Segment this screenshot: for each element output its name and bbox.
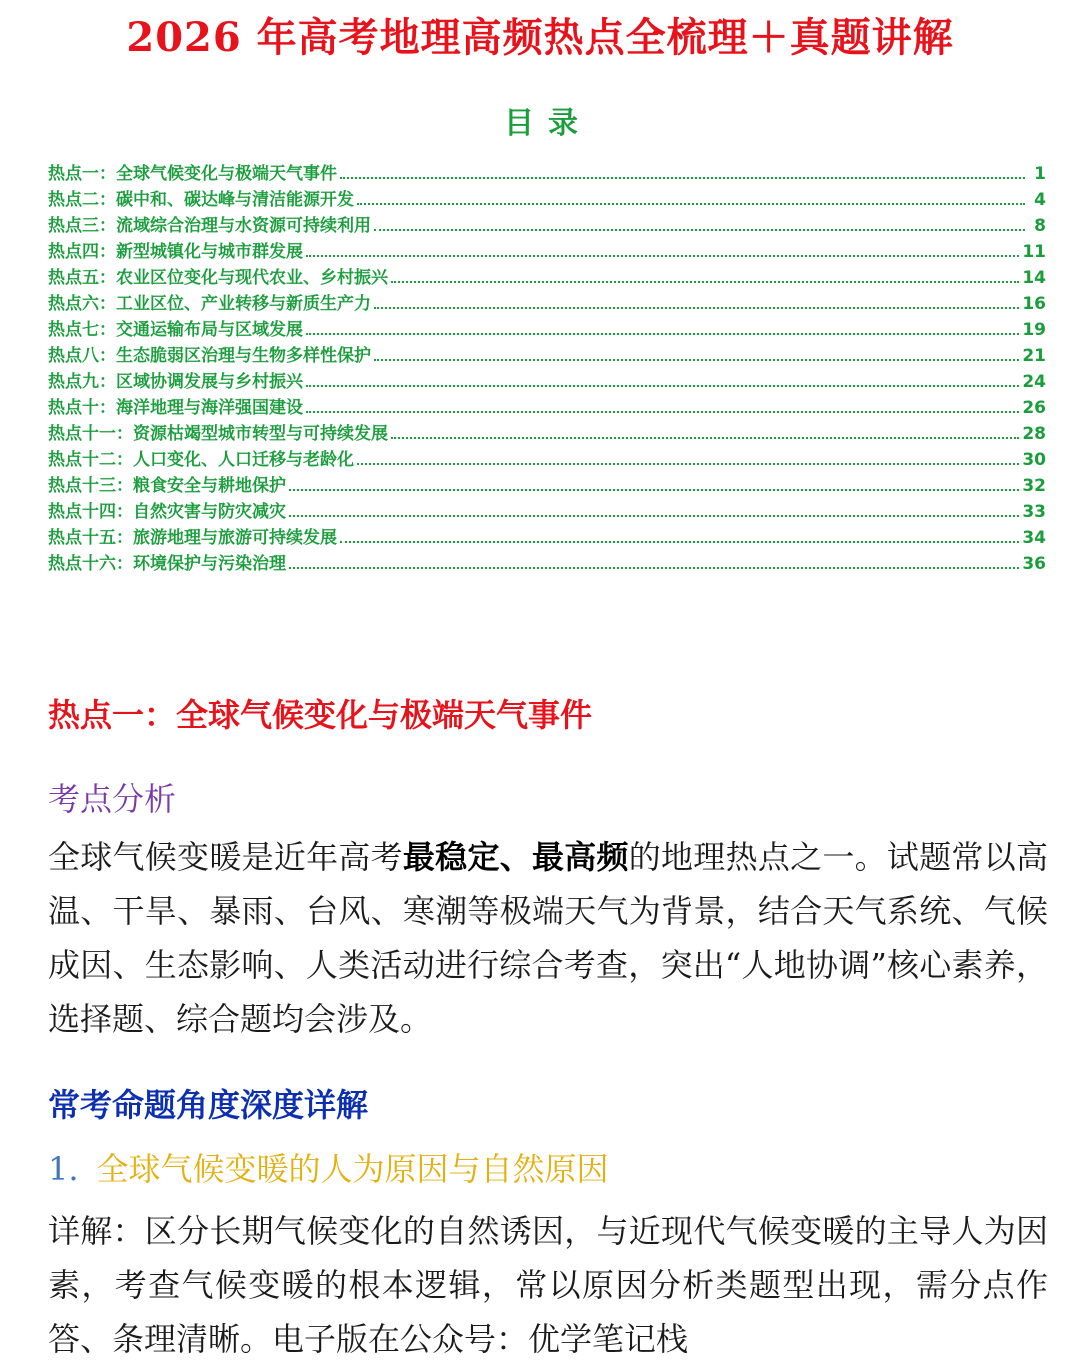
toc-item-page: 11 bbox=[1022, 242, 1046, 262]
toc-item-page: 19 bbox=[1022, 320, 1046, 340]
toc-item-page: 30 bbox=[1022, 450, 1046, 470]
analysis-heading: 考点分析 bbox=[48, 780, 177, 818]
toc-item-label: 热点四：新型城镇化与城市群发展 bbox=[48, 242, 303, 262]
toc-item-label: 热点七：交通运输布局与区域发展 bbox=[48, 320, 303, 340]
toc-leader-dots bbox=[289, 567, 1019, 569]
analysis-text-pre: 全球气候变暖是近年高考 bbox=[48, 838, 403, 876]
toc-leader-dots bbox=[340, 541, 1019, 543]
toc-item[interactable] bbox=[48, 314, 1046, 340]
toc-item[interactable] bbox=[48, 262, 1046, 288]
toc-item-page: 24 bbox=[1022, 372, 1046, 392]
toc-leader-dots bbox=[374, 359, 1019, 361]
toc-item[interactable] bbox=[48, 158, 1046, 184]
toc-item-page: 4 bbox=[1034, 190, 1046, 210]
toc-item-page: 33 bbox=[1022, 502, 1046, 522]
toc-leader-dots bbox=[340, 177, 1025, 179]
toc-item-label: 热点三：流域综合治理与水资源可持续利用 bbox=[48, 216, 371, 236]
toc-item-page: 8 bbox=[1034, 216, 1046, 236]
toc-item-label: 热点二：碳中和、碳达峰与清洁能源开发 bbox=[48, 190, 354, 210]
section-title: 热点一：全球气候变化与极端天气事件 bbox=[48, 696, 593, 734]
toc-item-label: 热点十四：自然灾害与防灾减灾 bbox=[48, 502, 286, 522]
toc-leader-dots bbox=[306, 333, 1019, 335]
toc-leader-dots bbox=[374, 229, 1025, 231]
toc-item-page: 34 bbox=[1022, 528, 1046, 548]
toc-leader-dots bbox=[391, 437, 1019, 439]
toc-item-page: 16 bbox=[1022, 294, 1046, 314]
toc-leader-dots bbox=[289, 515, 1019, 517]
toc-item-page: 14 bbox=[1022, 268, 1046, 288]
document-title: 2026 年高考地理高频热点全梳理＋真题讲解 bbox=[126, 14, 954, 61]
toc-item-page: 36 bbox=[1022, 554, 1046, 574]
toc-item[interactable] bbox=[48, 392, 1046, 418]
toc-heading: 目录 bbox=[504, 106, 592, 141]
toc-leader-dots bbox=[374, 307, 1019, 309]
toc-item[interactable] bbox=[48, 418, 1046, 444]
toc-item-label: 热点一：全球气候变化与极端天气事件 bbox=[48, 164, 337, 184]
analysis-paragraph bbox=[48, 830, 1048, 1046]
toc-item-label: 热点十一：资源枯竭型城市转型与可持续发展 bbox=[48, 424, 388, 444]
toc-item[interactable] bbox=[48, 496, 1046, 522]
toc-leader-dots bbox=[306, 385, 1019, 387]
detail-heading: 常考命题角度深度详解 bbox=[48, 1086, 369, 1124]
toc-item-label: 热点六：工业区位、产业转移与新质生产力 bbox=[48, 294, 371, 314]
toc-item[interactable] bbox=[48, 288, 1046, 314]
toc-item[interactable] bbox=[48, 470, 1046, 496]
toc-item[interactable] bbox=[48, 366, 1046, 392]
toc-item-label: 热点十五：旅游地理与旅游可持续发展 bbox=[48, 528, 337, 548]
toc-item[interactable] bbox=[48, 340, 1046, 366]
analysis-text-bold: 最稳定、最高频 bbox=[402, 838, 629, 876]
toc-item-page: 32 bbox=[1022, 476, 1046, 496]
toc-leader-dots bbox=[289, 489, 1019, 491]
toc-item-page: 1 bbox=[1034, 164, 1046, 184]
toc-leader-dots bbox=[357, 203, 1025, 205]
toc-item-label: 热点八：生态脆弱区治理与生物多样性保护 bbox=[48, 346, 371, 366]
toc-item-label: 热点五：农业区位变化与现代农业、乡村振兴 bbox=[48, 268, 388, 288]
table-of-contents bbox=[48, 158, 1046, 574]
toc-leader-dots bbox=[306, 255, 1019, 257]
subtopic-title: 全球气候变暖的人为原因与自然原因 bbox=[96, 1150, 609, 1188]
toc-leader-dots bbox=[391, 281, 1019, 283]
toc-item[interactable] bbox=[48, 184, 1046, 210]
toc-item-label: 热点十二：人口变化、人口迁移与老龄化 bbox=[48, 450, 354, 470]
toc-item[interactable] bbox=[48, 210, 1046, 236]
subtopic-number: 1. bbox=[48, 1150, 79, 1188]
toc-item[interactable] bbox=[48, 548, 1046, 574]
toc-item-page: 26 bbox=[1022, 398, 1046, 418]
toc-item[interactable] bbox=[48, 236, 1046, 262]
toc-item-label: 热点十六：环境保护与污染治理 bbox=[48, 554, 286, 574]
toc-item[interactable] bbox=[48, 522, 1046, 548]
toc-leader-dots bbox=[306, 411, 1019, 413]
toc-item-label: 热点十三：粮食安全与耕地保护 bbox=[48, 476, 286, 496]
toc-leader-dots bbox=[357, 463, 1019, 465]
toc-item-label: 热点九：区域协调发展与乡村振兴 bbox=[48, 372, 303, 392]
toc-item-label: 热点十：海洋地理与海洋强国建设 bbox=[48, 398, 303, 418]
toc-item[interactable] bbox=[48, 444, 1046, 470]
subtopic-heading bbox=[48, 1144, 609, 1190]
toc-item-page: 28 bbox=[1022, 424, 1046, 444]
detail-paragraph: 详解：区分长期气候变化的自然诱因，与近现代气候变暖的主导人为因素，考查气候变暖的根本逻辑，常以原因分析类题型出现，需分点作答、条理清晰。电子版在公众号：优学笔记栈 bbox=[48, 1212, 1048, 1358]
analysis-text-post: 的地理热点之一。试题常以高温、干旱、暴雨、台风、寒潮等极端天气为背景，结合天气系统、气候成因、生态影响、人类活动进行综合考查，突出“人地协调”核心素养，选择题、综合题均会涉及。 bbox=[48, 838, 1048, 1038]
toc-item-page: 21 bbox=[1022, 346, 1046, 366]
